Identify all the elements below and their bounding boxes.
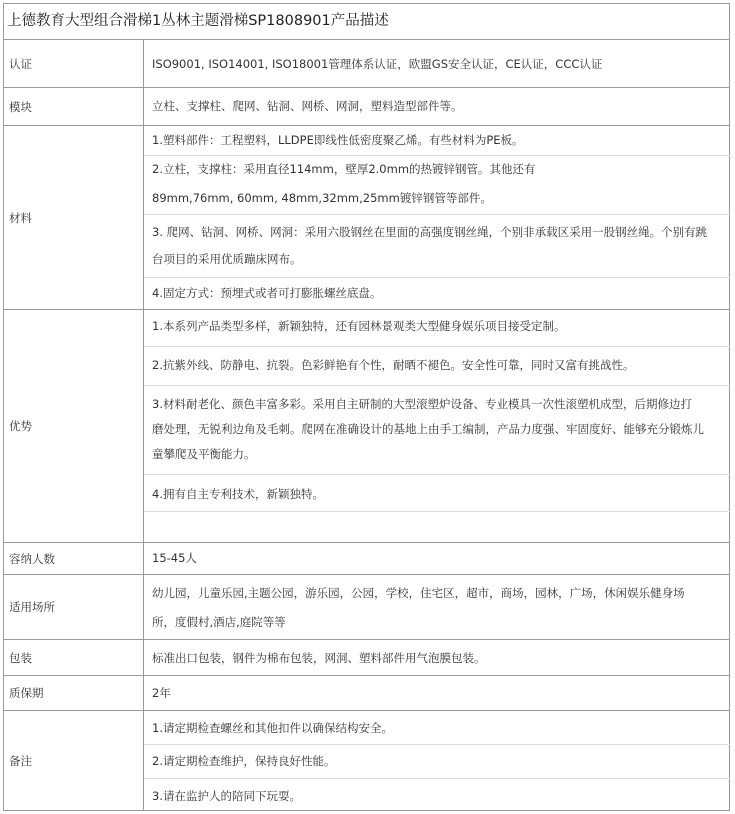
advantage-line: 1.本系列产品类型多样，新颖独特，还有园林景观类大型健身娱乐项目接受定制。 — [152, 319, 566, 333]
advantage-line: 4.拥有自主专利技术，新颖独特。 — [152, 487, 324, 501]
notes-line: 3.请在监护人的陪同下玩耍。 — [152, 789, 301, 803]
row-label-certification: 认证 — [3, 40, 144, 88]
row-value-material — [144, 126, 730, 310]
venue-line: 幼儿园，儿童乐园,主题公园，游乐园，公园，学校，住宅区，超市，商场，园林，广场，休闲娱乐健身场 — [152, 586, 685, 600]
notes-line: 2.请定期检查维护，保持良好性能。 — [152, 754, 336, 768]
certification-text: ISO9001, ISO14001, ISO18001管理体系认证，欧盟GS安全认证，CE认证，CCC认证 — [152, 57, 603, 71]
warranty-text: 2年 — [152, 686, 171, 700]
row-label-packing: 包装 — [3, 640, 144, 676]
advantage-divider — [144, 511, 730, 512]
material-divider — [144, 155, 730, 156]
material-divider — [144, 214, 730, 215]
material-line: 3. 爬网、钻洞、网桥、网洞：采用六股钢丝在里面的高强度钢丝绳，个别非承载区采用一股钢丝绳。个别有跳 — [152, 225, 708, 239]
advantage-line: 2.抗紫外线、防静电、抗裂。色彩鲜艳有个性，耐晒不褪色。安全性可靠，同时又富有挑战性。 — [152, 358, 635, 372]
row-value-certification — [144, 40, 730, 88]
row-label-material: 材料 — [3, 126, 144, 310]
material-line: 4.固定方式：预埋式或者可打膨胀螺丝底盘。 — [152, 286, 382, 300]
material-line: 89mm,76mm, 60mm, 48mm,32mm,25mm镀锌钢管等部件。 — [152, 191, 492, 205]
capacity-text: 15-45人 — [152, 551, 197, 565]
advantage-line: 童攀爬及平衡能力。 — [152, 447, 256, 461]
row-value-packing — [144, 640, 730, 676]
row-value-venue — [144, 575, 730, 640]
row-label-notes: 备注 — [3, 711, 144, 811]
advantage-line: 3.材料耐老化、颜色丰富多彩。采用自主研制的大型滚塑炉设备、专业模具一次性滚塑机成型，后期修边打 — [152, 397, 692, 411]
notes-divider — [144, 744, 730, 745]
row-label-module: 模块 — [3, 88, 144, 126]
row-value-module — [144, 88, 730, 126]
advantage-divider — [144, 474, 730, 475]
row-label-venue: 适用场所 — [3, 575, 144, 640]
material-line: 台项目的采用优质蹦床网布。 — [152, 252, 302, 266]
row-value-advantage — [144, 310, 730, 543]
row-value-capacity — [144, 543, 730, 575]
row-value-warranty — [144, 676, 730, 711]
row-label-warranty: 质保期 — [3, 676, 144, 711]
venue-line: 所，度假村,酒店,庭院等等 — [152, 615, 286, 629]
material-line: 1.塑料部件：工程塑料，LLDPE即线性低密度聚乙烯。有些材料为PE板。 — [152, 133, 524, 147]
row-label-capacity: 容纳人数 — [3, 543, 144, 575]
advantage-line: 磨处理，无锐利边角及毛刺。爬网在准确设计的基地上由手工编制，产品力度强、牢固度好、能够充分锻炼儿 — [152, 422, 704, 436]
packing-text: 标准出口包装，钢件为棉布包装，网洞、塑料部件用气泡膜包装。 — [152, 651, 486, 665]
notes-divider — [144, 778, 730, 779]
notes-line: 1.请定期检查螺丝和其他扣件以确保结构安全。 — [152, 721, 393, 735]
material-line: 2.立柱，支撑柱：采用直径114mm，壁厚2.0mm的热镀锌钢管。其他还有 — [152, 162, 536, 176]
row-value-notes — [144, 711, 730, 811]
page-title: 上德教育大型组合滑梯1丛林主题滑梯SP1808901产品描述 — [3, 3, 730, 40]
material-divider — [144, 277, 730, 278]
advantage-divider — [144, 385, 730, 386]
module-text: 立柱、支撑柱、爬网、钻洞、网桥、网洞，塑料造型部件等。 — [152, 99, 463, 113]
advantage-divider — [144, 346, 730, 347]
row-label-advantage: 优势 — [3, 310, 144, 543]
